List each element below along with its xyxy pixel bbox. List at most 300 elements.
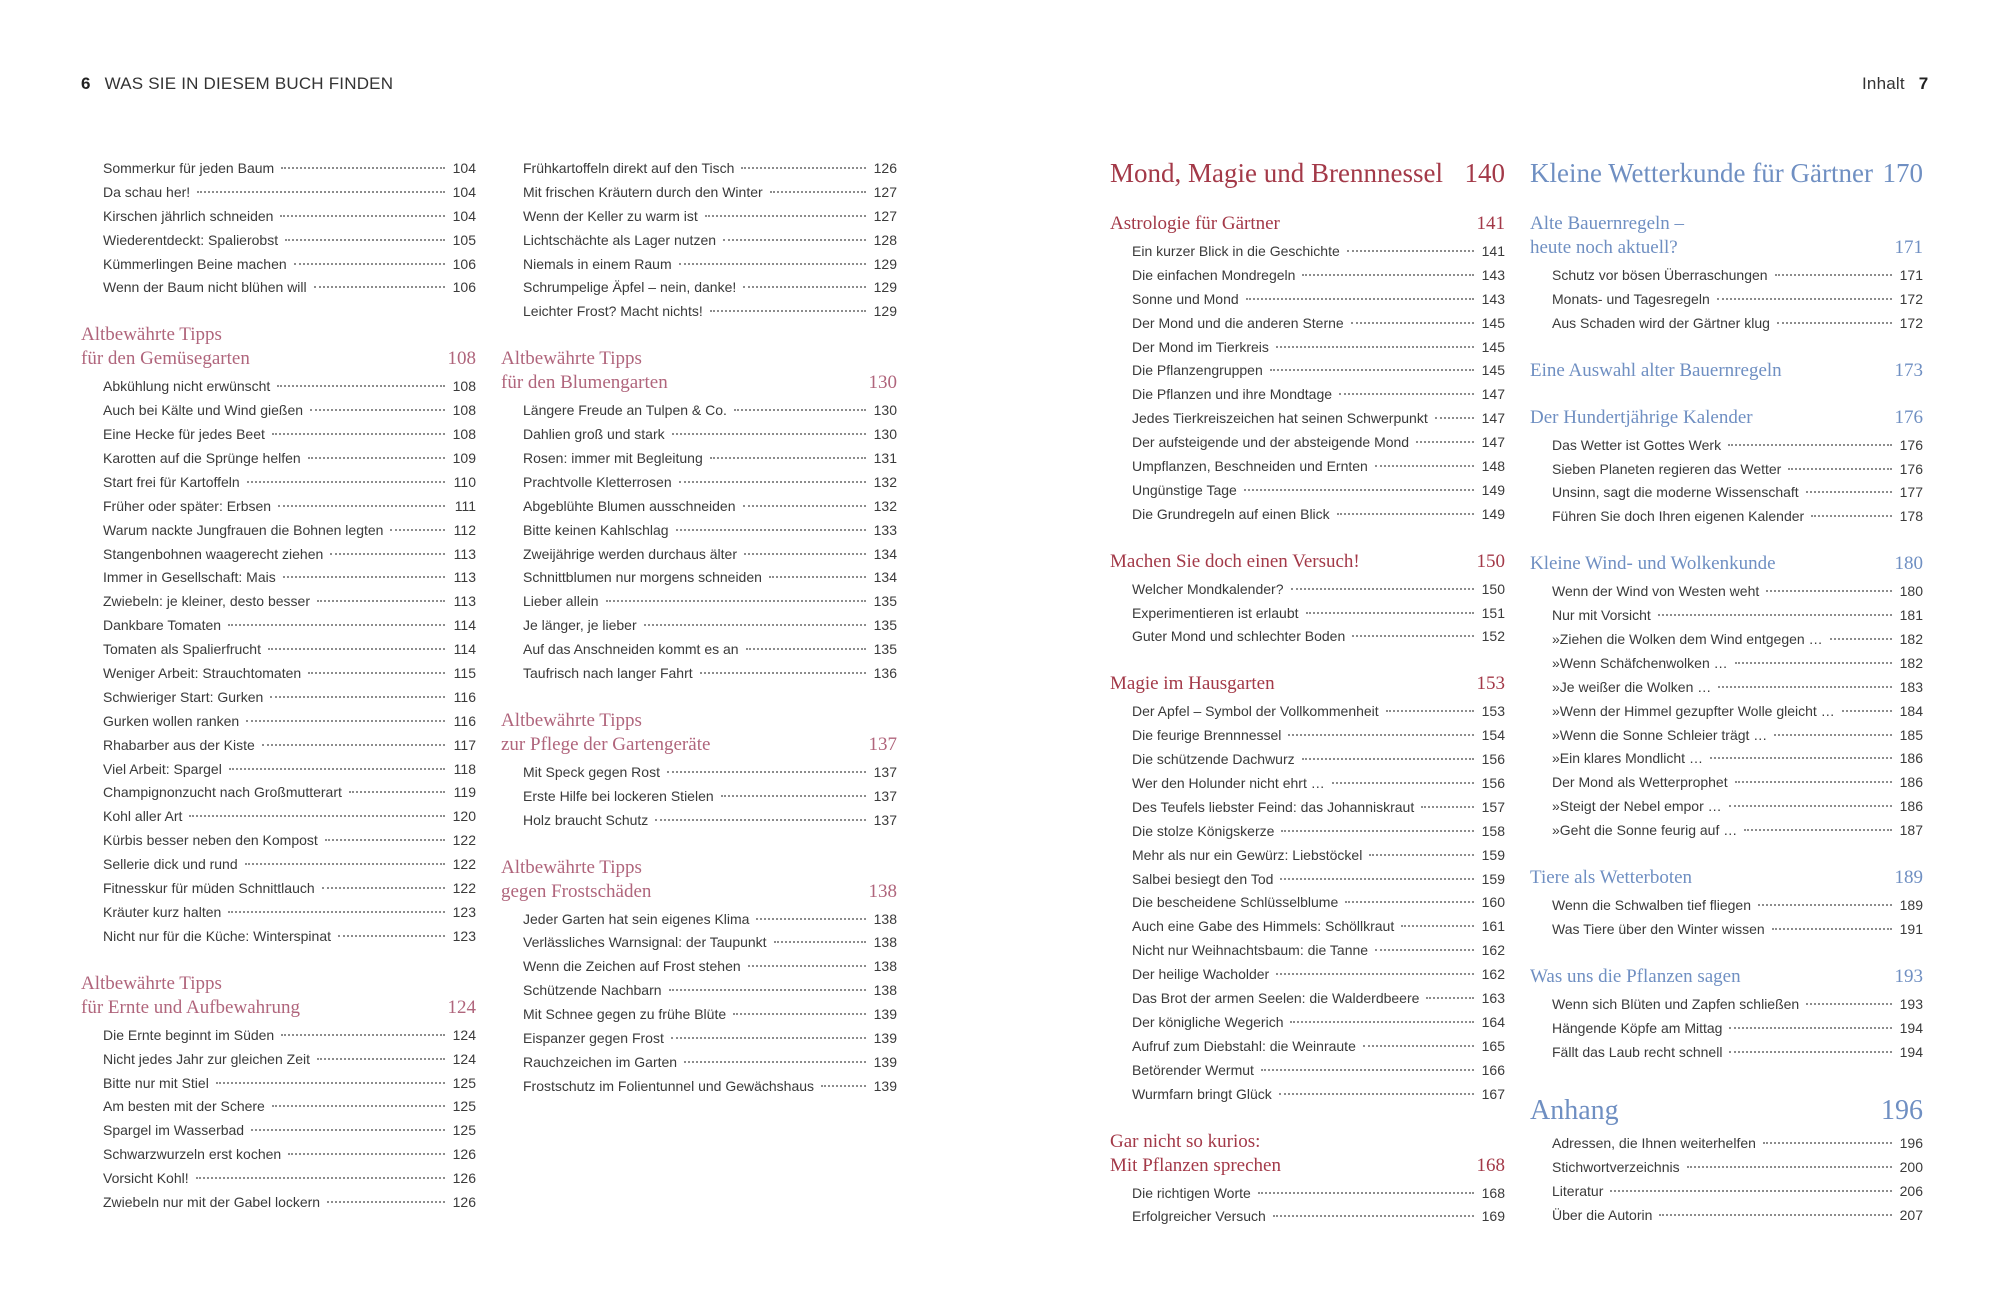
dot-leader — [655, 819, 866, 821]
dot-leader — [667, 771, 866, 773]
toc-entry[interactable] — [81, 590, 476, 614]
toc-entry[interactable] — [81, 758, 476, 782]
toc-section — [1110, 1130, 1505, 1230]
toc-entry-list — [1530, 264, 1923, 336]
toc-entry-title: Das Brot der armen Seelen: die Walderdbeere — [1132, 990, 1420, 1007]
toc-entry-list — [1530, 993, 1923, 1065]
toc-entry-page: 154 — [1481, 727, 1505, 744]
toc-entry-page: 136 — [873, 665, 897, 682]
dot-leader — [1435, 417, 1474, 419]
toc-entry[interactable] — [81, 1024, 476, 1048]
toc-entry-title: »Wenn Schäfchenwolken … — [1552, 654, 1728, 671]
section-heading-line: Kleine Wind- und Wolkenkunde — [1530, 553, 1776, 575]
toc-entry[interactable] — [1530, 1041, 1923, 1065]
dot-leader — [684, 1061, 866, 1063]
toc-entry[interactable] — [81, 901, 476, 925]
toc-entry[interactable] — [81, 447, 476, 471]
toc-entry[interactable] — [81, 229, 476, 253]
toc-entry[interactable] — [1530, 1017, 1923, 1041]
toc-entry-title: Start frei für Kartoffeln — [103, 473, 240, 490]
dot-leader — [1288, 734, 1474, 736]
toc-entry[interactable] — [501, 908, 897, 932]
toc-entry[interactable] — [1530, 604, 1923, 628]
toc-entry[interactable] — [501, 931, 897, 955]
toc-entry[interactable] — [81, 1191, 476, 1215]
toc-entry[interactable] — [1530, 724, 1923, 748]
toc-entry[interactable] — [1110, 868, 1505, 892]
toc-entry[interactable] — [81, 205, 476, 229]
toc-entry-list — [501, 761, 897, 833]
toc-entry[interactable] — [1110, 748, 1505, 772]
dot-leader — [228, 624, 445, 626]
toc-entry[interactable] — [1110, 479, 1505, 503]
toc-entry[interactable] — [81, 157, 476, 181]
toc-entry[interactable] — [1530, 819, 1923, 843]
toc-entry[interactable] — [1530, 1180, 1923, 1204]
toc-entry[interactable] — [1110, 288, 1505, 312]
toc-entry-list — [1110, 240, 1505, 527]
toc-entry[interactable] — [1530, 700, 1923, 724]
toc-entry[interactable] — [501, 543, 897, 567]
toc-entry-title: Mit Schnee gegen zu frühe Blüte — [523, 1006, 727, 1023]
dot-leader — [196, 1177, 445, 1179]
dot-leader — [1276, 346, 1474, 348]
dot-leader — [197, 191, 445, 193]
dot-leader — [1718, 686, 1892, 688]
toc-entry-title: Rosen: immer mit Begleitung — [523, 450, 703, 467]
toc-entry-title: Der Mond als Wetterprophet — [1552, 774, 1728, 791]
toc-entry[interactable] — [1110, 383, 1505, 407]
section-page-number: 137 — [868, 733, 897, 755]
section-heading[interactable] — [1530, 212, 1923, 260]
toc-entry[interactable] — [1110, 820, 1505, 844]
toc-entry-page: 143 — [1481, 266, 1505, 283]
toc-entry-page: 182 — [1899, 631, 1923, 648]
toc-entry-title: Adressen, die Ihnen weiterhelfen — [1552, 1135, 1756, 1152]
dot-leader — [1375, 465, 1474, 467]
toc-entry[interactable] — [81, 423, 476, 447]
toc-entry[interactable] — [501, 447, 897, 471]
toc-entry-page: 122 — [452, 880, 476, 897]
toc-entry-page: 113 — [453, 593, 476, 610]
toc-entry-title: Die Pflanzen und ihre Mondtage — [1132, 386, 1333, 403]
toc-entry[interactable] — [1110, 796, 1505, 820]
section-page-number: 124 — [447, 996, 476, 1018]
toc-entry[interactable] — [1530, 628, 1923, 652]
toc-entry[interactable] — [81, 276, 476, 300]
toc-entry[interactable] — [1110, 915, 1505, 939]
dot-leader — [770, 191, 866, 193]
toc-entry[interactable] — [501, 638, 897, 662]
toc-entry-title: Gurken wollen ranken — [103, 712, 240, 729]
dot-leader — [285, 239, 445, 241]
toc-entry[interactable] — [81, 1167, 476, 1191]
dot-leader — [281, 1034, 445, 1036]
toc-entry[interactable] — [501, 662, 897, 686]
toc-entry[interactable] — [1110, 700, 1505, 724]
toc-entry-list — [81, 157, 476, 300]
toc-entry-title: Wurmfarn bringt Glück — [1132, 1085, 1272, 1102]
toc-entry-page: 157 — [1481, 798, 1505, 815]
section-heading[interactable] — [1110, 212, 1505, 236]
section-heading-line: Mond, Magie und Brennnessel — [1110, 158, 1443, 188]
section-heading[interactable] — [501, 709, 897, 757]
toc-entry[interactable] — [81, 734, 476, 758]
toc-entry-title: Lieber allein — [523, 593, 599, 610]
dot-leader — [1363, 1045, 1474, 1047]
toc-entry[interactable] — [1110, 455, 1505, 479]
toc-entry-title: Kümmerlingen Beine machen — [103, 255, 287, 272]
toc-entry[interactable] — [81, 375, 476, 399]
toc-entry[interactable] — [1110, 1035, 1505, 1059]
toc-section — [1530, 866, 1923, 942]
toc-entry[interactable] — [81, 829, 476, 853]
dot-leader — [1347, 250, 1474, 252]
toc-entry-title: Aufruf zum Diebstahl: die Weinraute — [1132, 1037, 1356, 1054]
toc-entry[interactable] — [1110, 963, 1505, 987]
toc-entry[interactable] — [501, 955, 897, 979]
toc-section — [501, 347, 897, 686]
section-heading[interactable] — [1530, 965, 1923, 989]
toc-entry-title: Erfolgreicher Versuch — [1132, 1208, 1266, 1225]
toc-entry[interactable] — [81, 614, 476, 638]
dot-leader — [280, 215, 445, 217]
dot-leader — [308, 672, 445, 674]
dot-leader — [679, 263, 866, 265]
toc-entry[interactable] — [501, 979, 897, 1003]
dot-leader — [1811, 515, 1892, 517]
dot-leader — [1421, 806, 1474, 808]
toc-entry[interactable] — [1110, 1083, 1505, 1107]
toc-entry-title: »Ein klares Mondlicht … — [1552, 750, 1703, 767]
toc-entry-page: 147 — [1481, 386, 1505, 403]
toc-entry[interactable] — [81, 1143, 476, 1167]
toc-entry-page: 151 — [1481, 604, 1505, 621]
toc-entry[interactable] — [1110, 987, 1505, 1011]
toc-entry[interactable] — [1110, 359, 1505, 383]
toc-entry[interactable] — [501, 761, 897, 785]
toc-entry-page: 135 — [873, 593, 897, 610]
toc-entry[interactable] — [81, 710, 476, 734]
toc-entry[interactable] — [1530, 1204, 1923, 1228]
toc-entry-page: 108 — [452, 378, 476, 395]
toc-entry[interactable] — [501, 495, 897, 519]
toc-entry-page: 126 — [873, 160, 897, 176]
toc-entry[interactable] — [81, 566, 476, 590]
toc-entry-page: 148 — [1481, 458, 1505, 475]
dot-leader — [1830, 638, 1892, 640]
dot-leader — [317, 600, 445, 602]
dot-leader — [322, 887, 445, 889]
dot-leader — [1806, 1003, 1892, 1005]
toc-entry[interactable] — [81, 543, 476, 567]
toc-entry[interactable] — [1530, 1156, 1923, 1180]
toc-entry-title: Monats- und Tagesregeln — [1552, 290, 1710, 307]
toc-entry-page: 120 — [452, 808, 476, 825]
toc-entry[interactable] — [501, 423, 897, 447]
toc-entry-page: 104 — [452, 160, 476, 176]
dot-leader — [308, 457, 445, 459]
toc-entry[interactable] — [501, 1027, 897, 1051]
toc-entry-title: Was Tiere über den Winter wissen — [1552, 920, 1765, 937]
toc-entry[interactable] — [81, 495, 476, 519]
section-heading[interactable] — [1530, 866, 1923, 890]
section-heading-text — [81, 323, 250, 371]
toc-entry-title: Sellerie dick und rund — [103, 856, 238, 873]
section-heading[interactable] — [501, 856, 897, 904]
toc-entry[interactable] — [1110, 625, 1505, 649]
toc-entry[interactable] — [81, 1072, 476, 1096]
toc-entry-title: Schwieriger Start: Gurken — [103, 688, 264, 705]
section-heading[interactable] — [1110, 157, 1505, 189]
toc-entry-list — [81, 1024, 476, 1215]
dot-leader — [1729, 805, 1892, 807]
section-heading-line: Alte Bauernregeln – — [1530, 213, 1685, 234]
toc-entry-page: 122 — [452, 856, 476, 873]
toc-entry[interactable] — [501, 1003, 897, 1027]
dot-leader — [251, 1129, 445, 1131]
toc-entry[interactable] — [81, 1048, 476, 1072]
toc-entry[interactable] — [1530, 771, 1923, 795]
toc-entry[interactable] — [81, 471, 476, 495]
dot-leader — [1332, 782, 1474, 784]
toc-entry[interactable] — [1530, 652, 1923, 676]
dot-leader — [272, 433, 445, 435]
section-page-number: 153 — [1476, 673, 1505, 695]
toc-entry[interactable] — [81, 1095, 476, 1119]
toc-entry-page: 128 — [873, 231, 897, 248]
toc-entry[interactable] — [1110, 503, 1505, 527]
toc-entry-title: Karotten auf die Sprünge helfen — [103, 450, 301, 467]
toc-entry-title: Aus Schaden wird der Gärtner klug — [1552, 314, 1770, 331]
toc-entry[interactable] — [501, 181, 897, 205]
toc-entry[interactable] — [1530, 747, 1923, 771]
dot-leader — [1806, 491, 1892, 493]
toc-entry-title: Dankbare Tomaten — [103, 617, 222, 634]
toc-entry[interactable] — [1530, 1132, 1923, 1156]
toc-entry-page: 108 — [452, 402, 476, 419]
toc-entry[interactable] — [501, 399, 897, 423]
toc-entry[interactable] — [1110, 602, 1505, 626]
toc-section — [501, 709, 897, 833]
section-heading-text — [1110, 1130, 1281, 1178]
toc-entry-page: 183 — [1899, 678, 1923, 695]
toc-entry-page: 137 — [873, 763, 897, 780]
toc-entry[interactable] — [81, 877, 476, 901]
toc-entry[interactable] — [1110, 578, 1505, 602]
section-heading-line: Altbewährte Tipps — [501, 348, 642, 370]
toc-entry-title: Jeder Garten hat sein eigenes Klima — [523, 910, 750, 927]
toc-entry[interactable] — [1110, 772, 1505, 796]
toc-section — [1530, 157, 1923, 189]
toc-entry[interactable] — [81, 253, 476, 277]
toc-entry[interactable] — [1530, 918, 1923, 942]
toc-entry[interactable] — [1110, 240, 1505, 264]
toc-entry-title: Umpflanzen, Beschneiden und Ernten — [1132, 458, 1368, 475]
dot-leader — [228, 911, 445, 913]
toc-entry[interactable] — [501, 205, 897, 229]
toc-entry-page: 131 — [873, 450, 897, 467]
toc-entry-page: 114 — [453, 641, 476, 658]
dot-leader — [1270, 369, 1474, 371]
toc-entry-page: 182 — [1899, 654, 1923, 671]
toc-entry-title: Da schau her! — [103, 183, 191, 200]
dot-leader — [349, 791, 445, 793]
toc-entry-page: 186 — [1899, 774, 1923, 791]
toc-entry[interactable] — [501, 1051, 897, 1075]
toc-entry[interactable] — [501, 229, 897, 253]
section-heading[interactable] — [1110, 550, 1505, 574]
section-heading[interactable] — [1110, 1130, 1505, 1178]
section-heading[interactable] — [81, 972, 476, 1020]
toc-entry[interactable] — [1530, 795, 1923, 819]
toc-entry[interactable] — [1530, 580, 1923, 604]
section-heading[interactable] — [81, 323, 476, 371]
section-heading-text — [501, 709, 710, 757]
section-heading[interactable] — [1530, 359, 1923, 383]
dot-leader — [1290, 1021, 1474, 1023]
toc-section — [1110, 157, 1505, 189]
toc-entry[interactable] — [1530, 894, 1923, 918]
section-heading[interactable] — [1530, 1094, 1923, 1128]
section-heading-line: Altbewährte Tipps — [81, 324, 222, 346]
toc-entry[interactable] — [1110, 1059, 1505, 1083]
toc-entry[interactable] — [501, 566, 897, 590]
toc-entry[interactable] — [81, 181, 476, 205]
toc-section — [1530, 359, 1923, 383]
toc-entry[interactable] — [81, 781, 476, 805]
toc-entry-page: 132 — [873, 473, 897, 490]
toc-entry-title: Fitnesskur für müden Schnittlauch — [103, 880, 315, 897]
dot-leader — [262, 744, 445, 746]
dot-leader — [1279, 1093, 1474, 1095]
toc-entry[interactable] — [1530, 312, 1923, 336]
toc-entry-title: Der heilige Wacholder — [1132, 966, 1270, 983]
toc-entry-title: Ein kurzer Blick in die Geschichte — [1132, 243, 1340, 259]
toc-entry[interactable] — [81, 853, 476, 877]
toc-entry-title: Schnittblumen nur morgens schneiden — [523, 569, 762, 586]
toc-entry-page: 172 — [1899, 290, 1923, 307]
toc-entry[interactable] — [1110, 312, 1505, 336]
toc-entry[interactable] — [501, 1075, 897, 1099]
toc-entry[interactable] — [81, 399, 476, 423]
dot-leader — [821, 1085, 866, 1087]
toc-entry[interactable] — [81, 662, 476, 686]
toc-entry-list — [1110, 700, 1505, 1106]
section-heading[interactable] — [501, 347, 897, 395]
toc-entry-list — [1530, 434, 1923, 530]
toc-entry-title: Eispanzer gegen Frost — [523, 1030, 664, 1047]
toc-entry[interactable] — [1110, 1205, 1505, 1229]
dot-leader — [1729, 1051, 1892, 1053]
toc-entry[interactable] — [1110, 1182, 1505, 1206]
toc-entry[interactable] — [1530, 264, 1923, 288]
section-heading-line: gegen Frostschäden — [501, 880, 652, 902]
toc-entry-page: 132 — [873, 497, 897, 514]
toc-entry[interactable] — [501, 253, 897, 277]
toc-entry[interactable] — [81, 638, 476, 662]
toc-entry-page: 125 — [452, 1122, 476, 1139]
toc-entry-title: Führen Sie doch Ihren eigenen Kalender — [1552, 508, 1805, 525]
toc-entry-page: 181 — [1899, 607, 1923, 624]
toc-entry-title: Ungünstige Tage — [1132, 481, 1237, 498]
toc-entry-title: Immer in Gesellschaft: Mais — [103, 569, 276, 586]
toc-entry[interactable] — [501, 614, 897, 638]
toc-entry[interactable] — [1530, 993, 1923, 1017]
toc-entry[interactable] — [501, 157, 897, 181]
toc-entry[interactable] — [1530, 458, 1923, 482]
toc-entry[interactable] — [501, 590, 897, 614]
dot-leader — [245, 863, 445, 865]
toc-entry-title: Spargel im Wasserbad — [103, 1122, 245, 1139]
toc-entry[interactable] — [1110, 844, 1505, 868]
toc-entry-page: 191 — [1899, 920, 1923, 937]
toc-entry-title: Früher oder später: Erbsen — [103, 497, 272, 514]
section-page-number: 171 — [1894, 237, 1923, 258]
toc-entry[interactable] — [81, 925, 476, 949]
toc-entry-title: Nicht nur Weihnachtsbaum: die Tanne — [1132, 942, 1369, 959]
toc-entry[interactable] — [1530, 676, 1923, 700]
toc-entry-page: 124 — [452, 1026, 476, 1043]
toc-entry-title: Mit frischen Kräutern durch den Winter — [523, 183, 763, 200]
dot-leader — [189, 815, 445, 817]
toc-entry[interactable] — [501, 471, 897, 495]
toc-entry-page: 126 — [452, 1146, 476, 1163]
dot-leader — [246, 720, 445, 722]
dot-leader — [1261, 1069, 1474, 1071]
section-heading[interactable] — [1530, 157, 1923, 189]
section-heading[interactable] — [1110, 672, 1505, 696]
dot-leader — [1687, 1166, 1892, 1168]
toc-entry[interactable] — [1530, 505, 1923, 529]
toc-entry[interactable] — [1530, 288, 1923, 312]
dot-leader — [327, 1201, 445, 1203]
toc-entry[interactable] — [1110, 336, 1505, 360]
toc-entry-title: Wenn der Baum nicht blühen will — [103, 279, 307, 296]
toc-entry-page: 139 — [873, 1077, 897, 1094]
toc-entry[interactable] — [81, 519, 476, 543]
section-heading[interactable] — [1530, 552, 1923, 576]
toc-entry[interactable] — [501, 785, 897, 809]
toc-entry-page: 145 — [1481, 362, 1505, 379]
toc-entry[interactable] — [501, 276, 897, 300]
toc-entry-title: Nicht nur für die Küche: Winterspinat — [103, 927, 331, 944]
toc-entry[interactable] — [1110, 939, 1505, 963]
toc-entry[interactable] — [1110, 431, 1505, 455]
toc-entry[interactable] — [1530, 434, 1923, 458]
toc-entry[interactable] — [1110, 724, 1505, 748]
toc-entry[interactable] — [501, 300, 897, 324]
toc-entry-page: 167 — [1481, 1085, 1505, 1102]
toc-entry[interactable] — [81, 686, 476, 710]
toc-entry[interactable] — [81, 1119, 476, 1143]
toc-entry[interactable] — [1110, 1011, 1505, 1035]
section-heading[interactable] — [1530, 406, 1923, 430]
toc-entry-page: 145 — [1481, 314, 1505, 331]
toc-entry[interactable] — [501, 519, 897, 543]
dot-leader — [1244, 489, 1474, 491]
toc-entry[interactable] — [501, 809, 897, 833]
section-page-number: 108 — [447, 348, 476, 370]
section-heading-text — [501, 347, 668, 395]
toc-entry-page: 186 — [1899, 750, 1923, 767]
toc-entry-list — [501, 157, 897, 324]
toc-entry[interactable] — [1110, 891, 1505, 915]
toc-entry[interactable] — [1530, 481, 1923, 505]
toc-entry[interactable] — [1110, 407, 1505, 431]
toc-entry[interactable] — [1110, 264, 1505, 288]
toc-entry[interactable] — [81, 805, 476, 829]
